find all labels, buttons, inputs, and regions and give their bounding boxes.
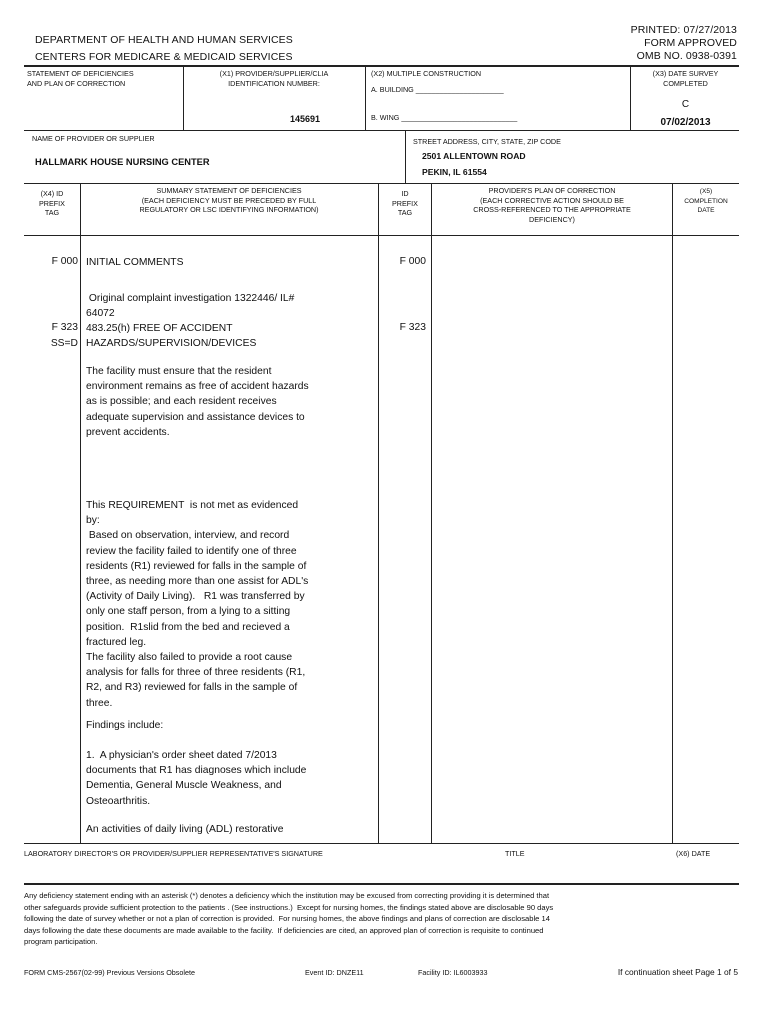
printed-date: PRINTED: 07/27/2013 (630, 24, 737, 36)
requirement-paragraph: This REQUIREMENT is not met as evidenced by: Based on observation, interview, and record review the facility failed to identify one of three residents (R1) reviewed for falls in the sample of three, as needing more than one assist for ADL's (Activity of Daily Living). R1 was transferred by only one staff person, from a lying to a sitting position. R1slid from the bed and recieved a fractured leg. The facility also failed to provide a root cause analysis for falls for three of three residents (R1, R2, and R3) reviewed for falls in the sample of three. (86, 500, 309, 709)
adl-text (86, 822, 386, 837)
findings-paragraph: Findings include: (86, 720, 164, 731)
survey-letter: C (681, 99, 690, 110)
complaint-paragraph: Original complaint investigation 1322446/ IL# 64072 (86, 293, 295, 320)
plan-header-line: (EACH CORRECTIVE ACTION SHOULD BE (480, 195, 624, 205)
divider (405, 130, 406, 183)
signature-bottom-rule (24, 883, 739, 885)
x2-label: (X2) MULTIPLE CONSTRUCTION (371, 69, 482, 78)
divider (183, 66, 184, 130)
tag-f323-left: F 323 (51, 322, 78, 333)
divider (365, 66, 366, 130)
summary-header-line: SUMMARY STATEMENT OF DEFICIENCIES (156, 186, 302, 195)
x4-header (24, 189, 80, 218)
signature-rule (24, 843, 739, 844)
statement-label (27, 69, 134, 88)
x5-header-line: DATE (697, 207, 715, 214)
plan-header-line: PROVIDER'S PLAN OF CORRECTION (488, 186, 616, 195)
id-header (379, 189, 431, 218)
provider-name: HALLMARK HOUSE NURSING CENTER (35, 157, 210, 167)
continuation-page: If continuation sheet Page 1 of 5 (617, 967, 738, 977)
tag-ss-left: SS=D (50, 338, 78, 349)
facility-id: Facility ID: IL6003933 (418, 968, 488, 977)
x5-header-line: (X5) (699, 188, 713, 195)
disclosure-footnote: Any deficiency statement ending with an asterisk (*) denotes a deficiency which the institution may be excused from correcting providing it is determined that other safeguards provide sufficient protection to the patients . (See instructions.) Except for nursing homes, the findings stated above are disclosable 90 days following the date of survey whether or not a plan of correction is provided. For nursing homes, the above findings and plans of correction are disclosable 14 days following the date these documents are made available to the facility. If deficiencies are cited, an approved plan of correction is requisite to continued program participation. (24, 891, 554, 947)
x5-header-line: COMPLETION (684, 197, 728, 205)
plan-header-line: DEFICIENCY) (529, 214, 575, 224)
signature-label: LABORATORY DIRECTOR'S OR PROVIDER/SUPPLIER REPRESENTATIVE'S SIGNATURE (24, 849, 323, 858)
x2-building: A. BUILDING ______________________ (371, 85, 504, 94)
provider-id: 145691 (289, 114, 320, 124)
date-label: (X6) DATE (676, 849, 711, 858)
x3-label-line: COMPLETED (663, 78, 708, 88)
x1-label (186, 69, 362, 88)
address-line1: 2501 ALLENTOWN ROAD (422, 151, 526, 161)
x4-header-line: (X4) ID (40, 189, 64, 198)
summary-header-line: REGULATORY OR LSC IDENTIFYING INFORMATION) (139, 205, 319, 214)
statement-label-line: AND PLAN OF CORRECTION (27, 78, 126, 88)
complaint-text (86, 291, 386, 321)
item1-text (86, 748, 386, 809)
tag-f000-right: F 000 (399, 256, 426, 267)
x5-header (673, 187, 739, 216)
form-number: FORM CMS-2567(02-99) Previous Versions Obsolete (24, 968, 195, 977)
findings-text (86, 718, 386, 733)
statement-label-line: STATEMENT OF DEFICIENCIES (27, 69, 134, 78)
col-divider (431, 183, 432, 843)
event-id: Event ID: DNZE11 (305, 968, 364, 977)
x1-label-line: IDENTIFICATION NUMBER: (228, 78, 320, 88)
centers-title: CENTERS FOR MEDICARE & MEDICAID SERVICES (35, 51, 293, 63)
col-divider (672, 183, 673, 843)
title-label: TITLE (505, 849, 525, 858)
item1-paragraph: 1. A physician's order sheet dated 7/2013 documents that R1 has diagnoses which include Dementia, General Muscle Weakness, and Osteoarthritis. (86, 750, 307, 807)
address-line2: PEKIN, IL 61554 (422, 167, 487, 177)
tag-f000-left: F 000 (51, 256, 78, 267)
adl-paragraph: An activities of daily living (ADL) restorative (86, 824, 284, 835)
omb-number: OMB NO. 0938-0391 (636, 50, 737, 62)
x2-wing: B. WING _____________________________ (371, 113, 518, 122)
id-header-line: TAG (397, 208, 413, 217)
facility-must-paragraph: The facility must ensure that the resident environment remains as free of accident hazards as is possible; and each resident receives adequate supervision and assistance devices to prevent accidents. (86, 366, 309, 438)
form-approved: FORM APPROVED (644, 37, 737, 49)
rule (24, 183, 739, 184)
x1-label-line: (X1) PROVIDER/SUPPLIER/CLIA (219, 69, 329, 78)
x3-label-line: (X3) DATE SURVEY (652, 69, 719, 78)
rule (24, 235, 739, 236)
x4-header-line: TAG (44, 208, 60, 217)
regulation-paragraph: 483.25(h) FREE OF ACCIDENT HAZARDS/SUPERVISION/DEVICES (86, 323, 257, 350)
department-title: DEPARTMENT OF HEALTH AND HUMAN SERVICES (35, 34, 293, 46)
x4-header-line: PREFIX (39, 198, 65, 208)
summary-header-line: (EACH DEFICIENCY MUST BE PRECEDED BY FULL (141, 195, 317, 205)
regulation-text (86, 321, 386, 351)
divider (630, 66, 631, 130)
plan-header (432, 186, 672, 224)
initial-comments (86, 255, 386, 270)
requirement-text (86, 498, 386, 711)
col-divider (80, 183, 81, 843)
plan-header-line: CROSS-REFERENCED TO THE APPROPRIATE (473, 205, 631, 214)
facility-must-text (86, 364, 386, 440)
top-rule (24, 65, 739, 67)
tag-f323-right: F 323 (399, 322, 426, 333)
address-label: STREET ADDRESS, CITY, STATE, ZIP CODE (413, 137, 561, 146)
x3-label (632, 69, 739, 88)
survey-date: 07/02/2013 (660, 117, 711, 128)
summary-header (81, 186, 377, 215)
id-header-line: ID (401, 189, 409, 198)
initial-comments-text: INITIAL COMMENTS (86, 257, 184, 268)
id-header-line: PREFIX (392, 198, 418, 208)
provider-label: NAME OF PROVIDER OR SUPPLIER (32, 134, 155, 143)
rule (24, 130, 739, 131)
